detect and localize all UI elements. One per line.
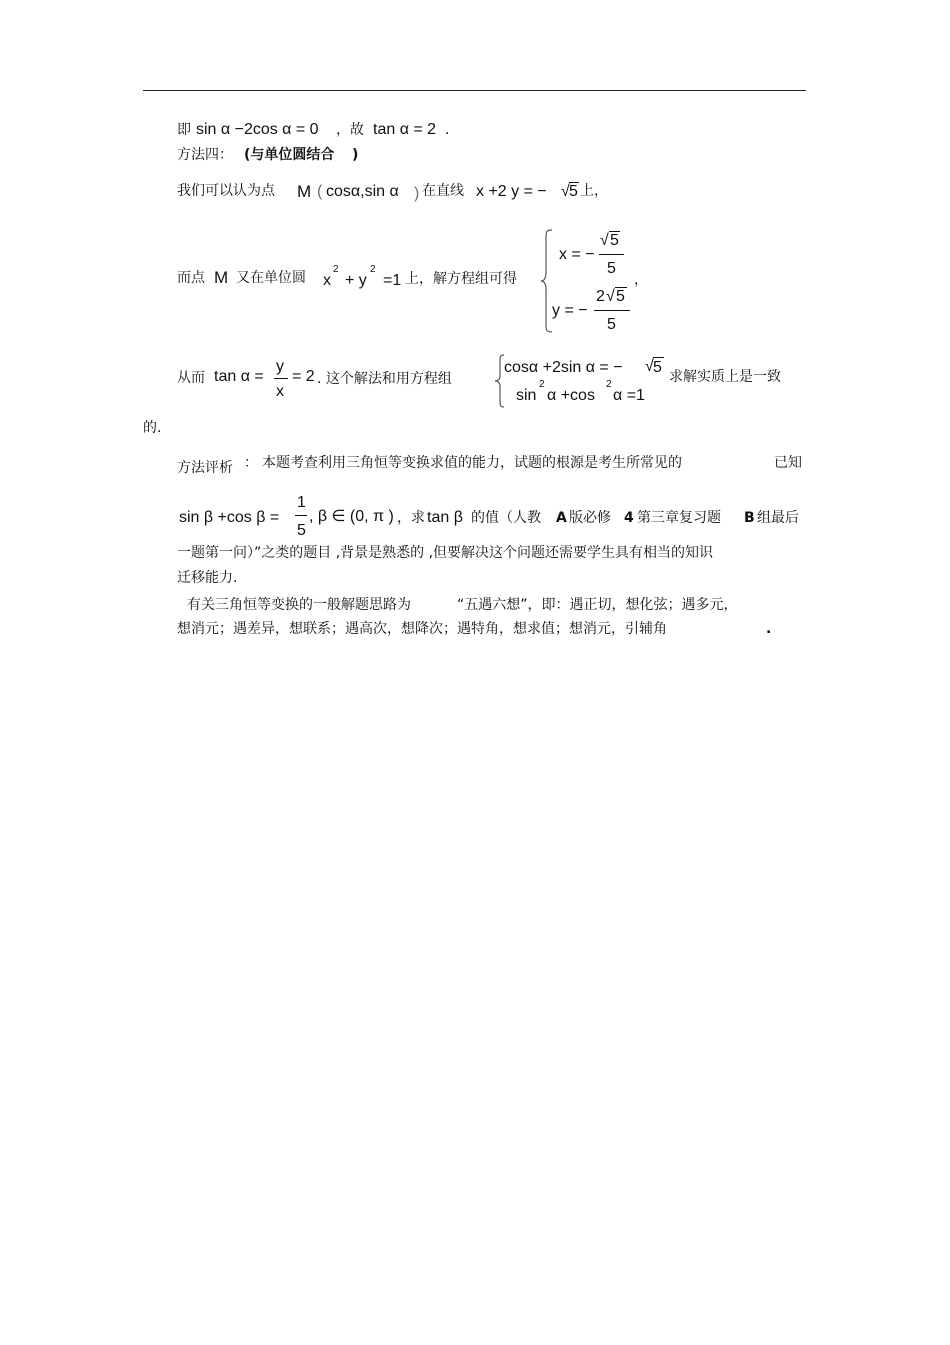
text-last-group: 组最后 (757, 510, 799, 526)
point-coords: cosα,sin α (326, 183, 399, 200)
text-ji: 即 (177, 122, 191, 138)
text-five-six: “五遇六想”，即：遇正切，想化弦；遇多元， (457, 597, 738, 613)
system-eq2-sin: sin (516, 387, 537, 404)
radicand-five: 5 (569, 183, 578, 200)
var-x: x (323, 272, 331, 289)
text-shang: 上， (580, 183, 608, 199)
tan-beta: tan β (427, 509, 463, 526)
equation-sin-cos: sin α −2cos α = 0 (196, 121, 319, 138)
text-final-period: . (766, 621, 772, 637)
review-text: 本题考查利用三角恒等变换求值的能力，试题的根源是考生所常见的 (262, 455, 682, 471)
text-find: ，求 (397, 510, 425, 526)
text-b: B (744, 510, 755, 526)
superscript-2-sin: 2 (539, 379, 545, 390)
method-four-close: ) (352, 147, 359, 163)
text-value-of: 的值（人教 (471, 510, 541, 526)
equation-tan-2: tan α = 2 (373, 121, 437, 138)
superscript-2-cos: 2 (606, 379, 612, 390)
equals-one: =1 (383, 272, 402, 289)
y-numerator: 5 (616, 288, 625, 305)
fraction-bar-tan (274, 378, 288, 379)
radical-sign-y: √ (606, 288, 615, 305)
header-rule (143, 90, 806, 91)
frac-numerator-1: 1 (297, 494, 306, 511)
text-general-idea: 有关三角恒等变换的一般解题思路为 (187, 597, 411, 613)
radical-sign-x: √ (600, 232, 609, 249)
period: . (445, 121, 450, 138)
system-eq2-cos: α +cos (547, 387, 595, 404)
y-denominator: 5 (607, 316, 616, 333)
paren-left: ( (317, 183, 323, 200)
tan-rhs: = 2 (292, 368, 315, 385)
fraction-bar-y (594, 310, 630, 311)
paren-right: ) (414, 185, 420, 202)
review-label: 方法评析 (177, 460, 233, 476)
review-colon: ： (244, 455, 258, 471)
x-numerator: 5 (610, 232, 619, 249)
text-and-point: 而点 (177, 270, 205, 286)
text-chapter: 第三章复习题 (637, 510, 721, 526)
superscript-2-y: 2 (370, 264, 376, 275)
text-edition: 版必修 (569, 510, 611, 526)
radical-sign-eq: √ (645, 358, 654, 375)
tan-numerator: y (276, 358, 284, 375)
superscript-2-x: 2 (333, 264, 339, 275)
text-on-circle: 又在单位圆 (236, 270, 306, 286)
x-denominator: 5 (607, 260, 616, 277)
comma-solution: ， (634, 272, 648, 288)
text-question-line2: 迁移能力. (177, 570, 238, 586)
frac-denominator-5: 5 (297, 522, 306, 539)
text-solve-system: 上，解方程组可得 (405, 271, 517, 287)
text-a: A (556, 510, 567, 526)
fraction-bar-one-fifth (295, 515, 307, 516)
text-this-method: . 这个解法和用方程组 (317, 371, 452, 387)
text-strategies: 想消元；遇差异，想联系；遇高次，想降次；遇特角，想求值；想消元，引辅角 (177, 621, 667, 637)
system-eq1: cosα +2sin α = − (504, 359, 623, 376)
text-consistent: 求解实质上是一致 (669, 369, 781, 385)
line-equation: x +2 y = − (476, 183, 547, 200)
fraction-bar-x (599, 254, 624, 255)
y-lhs: y = − (552, 302, 588, 319)
plus-y: + y (345, 272, 367, 289)
radical-bar-eq (653, 357, 664, 358)
text-point-intro: 我们可以认为点 (177, 183, 275, 199)
eq1-five: 5 (653, 359, 662, 376)
system-eq2-rhs: α =1 (613, 387, 645, 404)
tan-lhs: tan α = (214, 368, 264, 385)
x-lhs: x = − (559, 246, 595, 263)
tan-denominator: x (276, 383, 284, 400)
method-four-note: (与单位圆结合 (244, 147, 335, 163)
y-numerator-coef: 2 (596, 288, 605, 305)
text-question-line1: 一题第一问）”之类的题目 ,背景是熟悉的 ,但要解决这个问题还需要学生具有相当的知识 (177, 545, 714, 561)
point-m: M (297, 182, 312, 201)
review-quote: 已知 (774, 455, 802, 471)
text-four: 4 (624, 510, 634, 526)
point-m-2: M (214, 268, 229, 287)
text-de: 的. (143, 420, 162, 436)
text-gu: ，故 (336, 122, 364, 138)
text-hence: 从而 (177, 370, 205, 386)
beta-interval: , β ∈ (0, π ) (309, 508, 394, 525)
sin-beta-expr: sin β +cos β = (179, 509, 280, 526)
radical-sign: √ (561, 183, 570, 200)
method-four-label: 方法四： (177, 147, 233, 163)
text-on-line: 在直线 (422, 183, 464, 199)
